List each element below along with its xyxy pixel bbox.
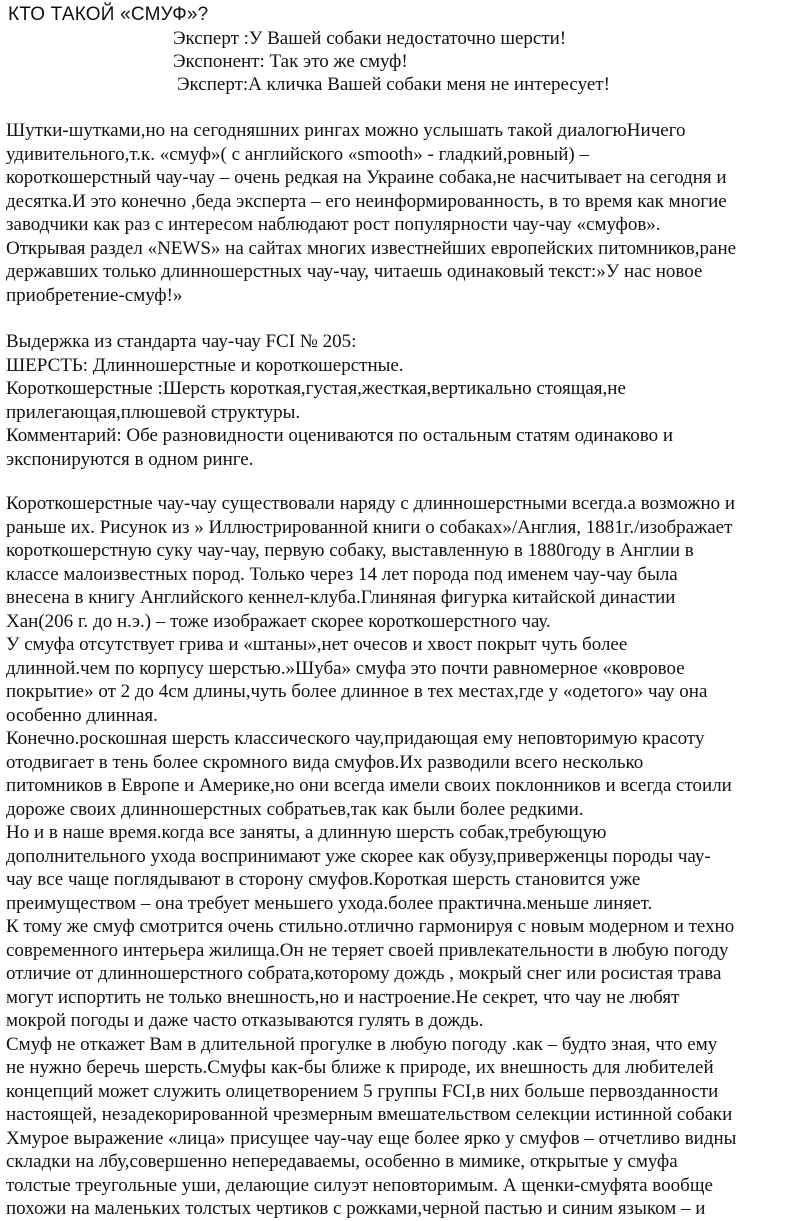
standard-excerpt xyxy=(6,330,796,471)
text-line: внесена в книгу Английского кеннел-клуба.Глиняная фигурка китайской династии xyxy=(6,587,676,608)
text-line: толстые треугольные уши, делающие силуэт неповторимым. А щенки-смуфята вообще xyxy=(6,1174,713,1196)
dialog-line: Экспонент: Так это же смуф! xyxy=(173,51,408,72)
text-line: Хмурое выражение «лица» присущее чау-чау еще более ярко у смуфов – отчетливо видны xyxy=(6,1127,737,1149)
text-line: дополнительного ухода воспринимают уже скорее как обузу,приверженцы породы чау- xyxy=(6,845,711,867)
text-line: современного интерьера жилища.Он не теряет своей привлекательности в любую погоду xyxy=(6,939,729,961)
text-line: раньше их. Рисунок из » Иллюстрированной книги о собаках»/Англия, 1881г./изображает xyxy=(6,516,733,538)
text-line: не нужно беречь шерсть.Смуфы как-бы ближе к природе, их внешность для любителей xyxy=(6,1057,714,1078)
text-line: К тому же смуф смотрится очень стильно.отлично гармонируя с новым модерном и техно xyxy=(6,916,735,937)
text-line: короткошерстный чау-чау – очень редкая на Украине собака,не насчитывает на сегодня и xyxy=(6,167,727,188)
text-line: Выдержка из стандарта чау-чау FCI № 205: xyxy=(6,331,357,352)
text-line: Открывая раздел «NEWS» на сайтах многих известнейших европейских питомников,ране xyxy=(6,237,737,259)
text-line: Хан(206 г. до н.э.) – тоже изображает скорее короткошерстного чау. xyxy=(6,610,551,632)
text-line: экспонируются в одном ринге. xyxy=(6,448,254,470)
text-line: концепций может служить олицетворением 5 группы FCI,в них больше первозданности xyxy=(6,1080,719,1102)
text-line: преимуществом – она требует меньшего ухода.более практична.меньше линяет. xyxy=(6,892,653,914)
text-line: Но и в наше время.когда все заняты, а длинную шерсть собак,требующую xyxy=(6,822,607,843)
text-line: удивительного,т.к. «смуф»( с английского «smooth» - гладкий,ровный) – xyxy=(6,143,589,165)
text-line: питомников в Европе и Америке,но они всегда имели своих поклонников и всегда стоили xyxy=(6,775,732,796)
document-title: КТО ТАКОЙ «СМУФ»? xyxy=(8,4,209,25)
text-line: мокрой погоды и даже часто отказываются гулять в дождь. xyxy=(6,1010,484,1031)
text-line: У смуфа отсутствует грива и «штаны»,нет очесов и хвост покрыт чуть более xyxy=(6,634,628,655)
text-line: складки на лбу,совершенно непередаваемы, особенно в мимике, открытые у смуфа xyxy=(6,1151,678,1172)
text-line: Короткошерстные :Шерсть короткая,густая,жесткая,вертикально стоящая,не xyxy=(6,378,626,399)
text-line: Шутки-шутками,но на сегодняшних рингах можно услышать такой диалогюНичего xyxy=(6,120,686,141)
text-line: покрытие» от 2 до 4см длины,чуть более длинное в тех местах,где у «одетого» чау она xyxy=(6,681,708,702)
text-line: Смуф не откажет Вам в длительной прогулке в любую погоду .как – будто зная, что ему xyxy=(6,1033,718,1055)
text-line: могут испортить не только внешность,но и настроение.Не секрет, что чау не любят xyxy=(6,986,680,1008)
text-line: Комментарий: Обе разновидности оцениваются по остальным статям одинаково и xyxy=(6,425,674,446)
text-line: ШЕРСТЬ: Длинношерстные и короткошерстные. xyxy=(6,354,404,376)
text-line: заводчики как раз с интересом наблюдают рост популярности чау-чау «смуфов». xyxy=(6,214,661,235)
text-line: десятка.И это конечно ,беда эксперта – его неинформированность, в то время как многие xyxy=(6,190,727,212)
text-line: приобретение-смуф!» xyxy=(6,284,183,306)
text-line: прилегающая,плюшевой структуры. xyxy=(6,401,301,423)
text-line: дороже своих длинношерстных собратьев,так как были более редкими. xyxy=(6,798,584,820)
text-line: особенно длинная. xyxy=(6,704,158,726)
text-line: длинной.чем по корпусу шерстью.»Шуба» смуфа это почти равномерное «ковровое xyxy=(6,657,685,679)
text-line: державших только длинношерстных чау-чау, читаешь одинаковый текст:»У нас новое xyxy=(6,261,703,282)
text-line: отличие от длинношерстного собрата,которому дождь , мокрый снег или росистая трава xyxy=(6,963,722,984)
intro-paragraph xyxy=(6,119,796,307)
body-text xyxy=(6,492,796,1221)
text-line: короткошерстную суку чау-чау, первую собаку, выставленную в 1880году в Англии в xyxy=(6,540,694,561)
dialog-line: Эксперт :У Вашей собаки недостаточно шерсти! xyxy=(173,28,567,49)
text-line: похожи на маленьких толстых чертиков с рожками,черной пастью и синим языком – и xyxy=(6,1198,706,1219)
text-line: отодвигает в тень более скромного вида смуфов.Их разводили всего несколько xyxy=(6,751,644,773)
text-line: Конечно.роскошная шерсть классического чау,придающая ему неповторимую красоту xyxy=(6,728,705,749)
dialog-line: Эксперт:А кличка Вашей собаки меня не интересует! xyxy=(177,74,610,95)
text-line: настоящей, незадекорированной чрезмерным вмешательством селекции истинной собаки xyxy=(6,1104,733,1125)
text-line: классе малоизвестных пород. Только через 14 лет порода под именем чау-чау была xyxy=(6,563,678,585)
text-line: чау все чаще поглядывают в сторону смуфов.Короткая шерсть становится уже xyxy=(6,869,641,890)
text-line: Короткошерстные чау-чау существовали наряду с длинношерстными всегда.а возможно и xyxy=(6,493,736,514)
